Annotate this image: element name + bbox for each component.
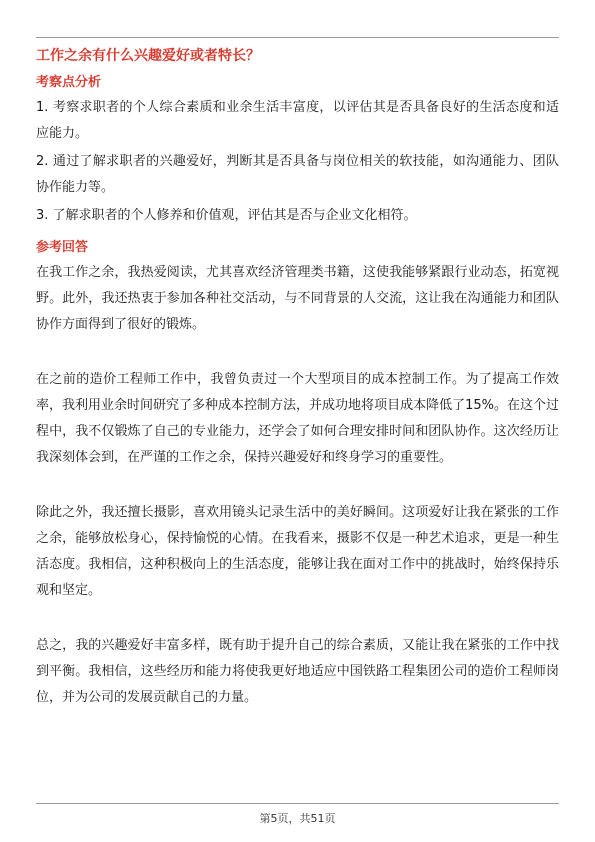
answer-paragraph: 除此之外，我还擅长摄影，喜欢用镜头记录生活中的美好瞬间。这项爱好让我在紧张的工作之余，能够放松身心，保持愉悦的心情。在我看来，摄影不仅是一种艺术追求，更是一种生活态度。我相信，这种积极向上的生活态度，能够让我在面对工作中的挑战时，始终保持乐观和坚定。 — [36, 505, 559, 598]
analysis-point: 3. 了解求职者的个人修养和价值观，评估其是否与企业文化相符。 — [36, 208, 417, 223]
analysis-points — [36, 95, 559, 229]
page-content — [36, 46, 559, 711]
header-divider — [36, 37, 559, 38]
answer-paragraph: 在我工作之余，我热爱阅读，尤其喜欢经济管理类书籍，这使我能够紧跟行业动态，拓宽视野。此外，我还热衷于参加各种社交活动，与不同背景的人交流，这让我在沟通能力和团队协作方面得到了很好的锻炼。 — [36, 265, 559, 332]
question-title: 工作之余有什么兴趣爱好或者特长？ — [36, 48, 260, 64]
footer-divider — [36, 803, 559, 804]
analysis-heading: 考察点分析 — [36, 75, 102, 90]
answer-paragraph: 在之前的造价工程师工作中，我曾负责过一个大型项目的成本控制工作。为了提高工作效率，我利用业余时间研究了多种成本控制方法，并成功地将项目成本降低了15%。在这个过程中，我不仅锻炼了自己的专业能力，还学会了如何合理安排时间和团队协作。这次经历让我深刻体会到，在严谨的工作之余，保持兴趣爱好和终身学习的重要性。 — [36, 372, 559, 465]
answer-body — [36, 260, 559, 711]
analysis-point: 1. 考察求职者的个人综合素质和业余生活丰富度，以评估其是否具备良好的生活态度和适应能力。 — [36, 100, 559, 141]
answer-paragraph: 总之，我的兴趣爱好丰富多样，既有助于提升自己的综合素质，又能让我在紧张的工作中找到平衡。我相信，这些经历和能力将使我更好地适应中国铁路工程集团公司的造价工程师岗位，并为公司的发展贡献自己的力量。 — [36, 638, 559, 705]
analysis-point: 2. 通过了解求职者的兴趣爱好，判断其是否具备与岗位相关的软技能，如沟通能力、团队协作能力等。 — [36, 154, 559, 195]
answer-heading: 参考回答 — [36, 240, 89, 255]
page-number: 第5页，共51页 — [259, 812, 336, 825]
